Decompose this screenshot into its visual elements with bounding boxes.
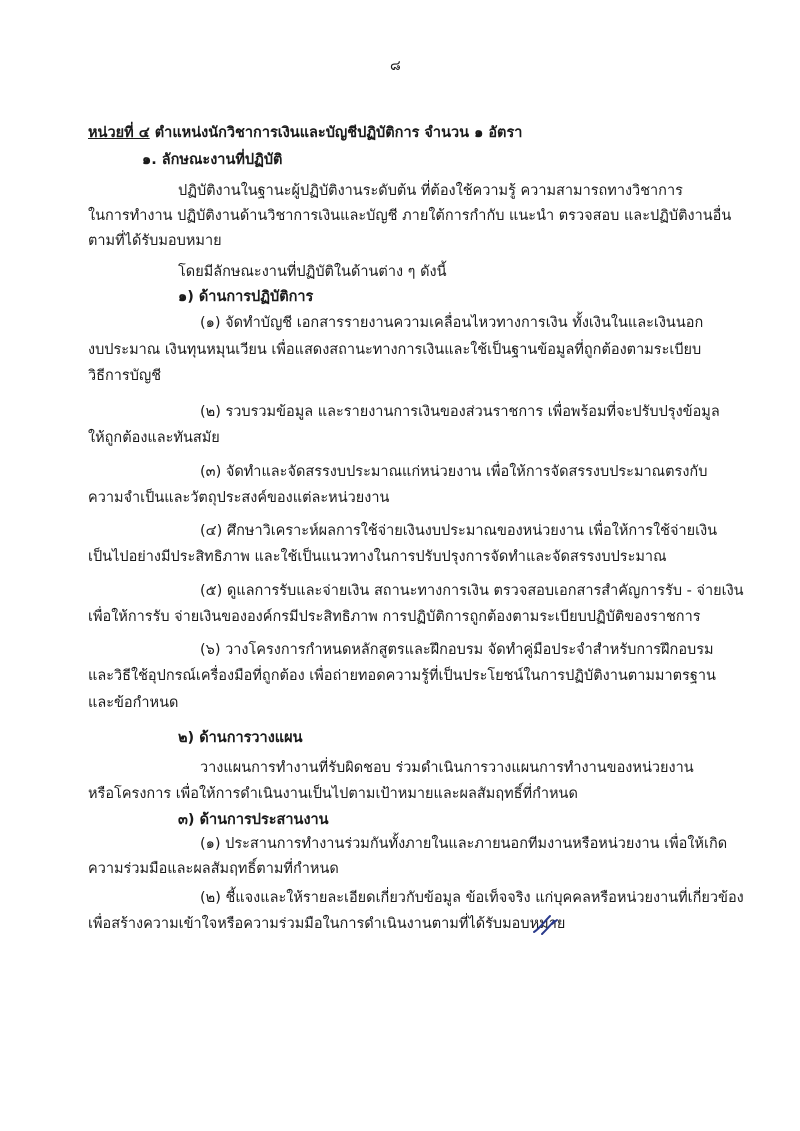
d3-item-line: ความร่วมมือและผลสัมฤทธิ์ตามที่กำหนด [88,861,339,877]
d1-item-line: เป็นไปอย่างมีประสิทธิภาพ และใช้เป็นแนวทางในการปรับปรุงการจัดทำและจัดสรรงบประมาณ [88,549,667,565]
d3-item-line: เพื่อสร้างความเข้าใจหรือความร่วมมือในการดำเนินงานตามที่ได้รับมอบหมาย [88,916,566,932]
s1-paragraph-line: ตามที่ได้รับมอบหมาย [88,233,222,249]
s1-title: ๑. ลักษณะงานที่ปฏิบัติ [142,152,283,168]
unit-label: หน่วยที่ ๔ [88,125,150,141]
d1-item-line: (๔) ศึกษาวิเคราะห์ผลการใช้จ่ายเงินงบประมาณของหน่วยงาน เพื่อให้การใช้จ่ายเงิน [200,523,718,539]
page-number: ๘ [390,58,401,74]
d1-item-line: (๒) รวบรวมข้อมูล และรายงานการเงินของส่วนราชการ เพื่อพร้อมที่จะปรับปรุงข้อมูล [200,404,720,420]
s1-paragraph-line: ในการทำงาน ปฏิบัติงานด้านวิชาการเงินและบัญชี ภายใต้การกำกับ แนะนำ ตรวจสอบ และปฏิบัติงานอื่น [88,208,732,224]
d1-item-line: (๑) จัดทำบัญชี เอกสารรายงานความเคลื่อนไหวทางการเงิน ทั้งเงินในและเงินนอก [200,315,704,331]
d1-item-line: และวิธีใช้อุปกรณ์เครื่องมือที่ถูกต้อง เพื่อถ่ายทอดความรู้ที่เป็นประโยชน์ในการปฏิบัติงานตามมาตรฐาน [88,668,716,684]
d1-item-line: (๓) จัดทำและจัดสรรงบประมาณแก่หน่วยงาน เพื่อให้การจัดสรรงบประมาณตรงกับ [200,464,708,480]
section-heading [88,123,522,143]
position-title: ตำแหน่งนักวิชาการเงินและบัญชีปฏิบัติการ จำนวน ๑ อัตรา [154,125,523,141]
s1-paragraph-line: ปฏิบัติงานในฐานะผู้ปฏิบัติงานระดับต้น ที่ต้องใช้ความรู้ ความสามารถทางวิชาการ [178,183,683,199]
d1-item-line: เพื่อให้การรับ จ่ายเงินขององค์กรมีประสิทธิภาพ การปฏิบัติการถูกต้องตามระเบียบปฏิบัติของราชการ [88,609,701,625]
s1-intro: โดยมีลักษณะงานที่ปฏิบัติในด้านต่าง ๆ ดังนี้ [178,264,447,280]
d3-item-line: (๑) ประสานการทำงานร่วมกันทั้งภายในและภายนอกทีมงานหรือหน่วยงาน เพื่อให้เกิด [200,836,728,852]
d2-paragraph-line: หรือโครงการ เพื่อให้การดำเนินงานเป็นไปตามเป้าหมายและผลสัมฤทธิ์ที่กำหนด [88,786,578,802]
d2-paragraph-line: วางแผนการทำงานที่รับผิดชอบ ร่วมดำเนินการวางแผนการทำงานของหน่วยงาน [200,760,694,776]
d1-item-line: (๖) วางโครงการกำหนดหลักสูตรและฝึกอบรม จัดทำคู่มือประจำสำหรับการฝึกอบรม [200,642,714,658]
d1-item-line: และข้อกำหนด [88,695,179,711]
d1-item-line: (๕) ดูแลการรับและจ่ายเงิน สถานะทางการเงิน ตรวจสอบเอกสารสำคัญการรับ - จ่ายเงิน [200,583,744,599]
initials-mark-icon [530,912,560,938]
d1-item-line: ให้ถูกต้องและทันสมัย [88,430,220,446]
d3-item-line: (๒) ชี้แจงและให้รายละเอียดเกี่ยวกับข้อมูล ข้อเท็จจริง แก่บุคคลหรือหน่วยงานที่เกี่ยวข้อง [200,890,744,906]
d1-item-line: งบประมาณ เงินทุนหมุนเวียน เพื่อแสดงสถานะทางการเงินและใช้เป็นฐานข้อมูลที่ถูกต้องตามระเบียบ [88,342,702,358]
d1-title: ๑) ด้านการปฏิบัติการ [178,289,314,305]
d3-title: ๓) ด้านการประสานงาน [178,812,329,828]
d1-item-line: ความจำเป็นและวัตถุประสงค์ของแต่ละหน่วยงาน [88,490,390,506]
d2-title: ๒) ด้านการวางแผน [178,730,303,746]
d1-item-line: วิธีการบัญชี [88,368,162,384]
